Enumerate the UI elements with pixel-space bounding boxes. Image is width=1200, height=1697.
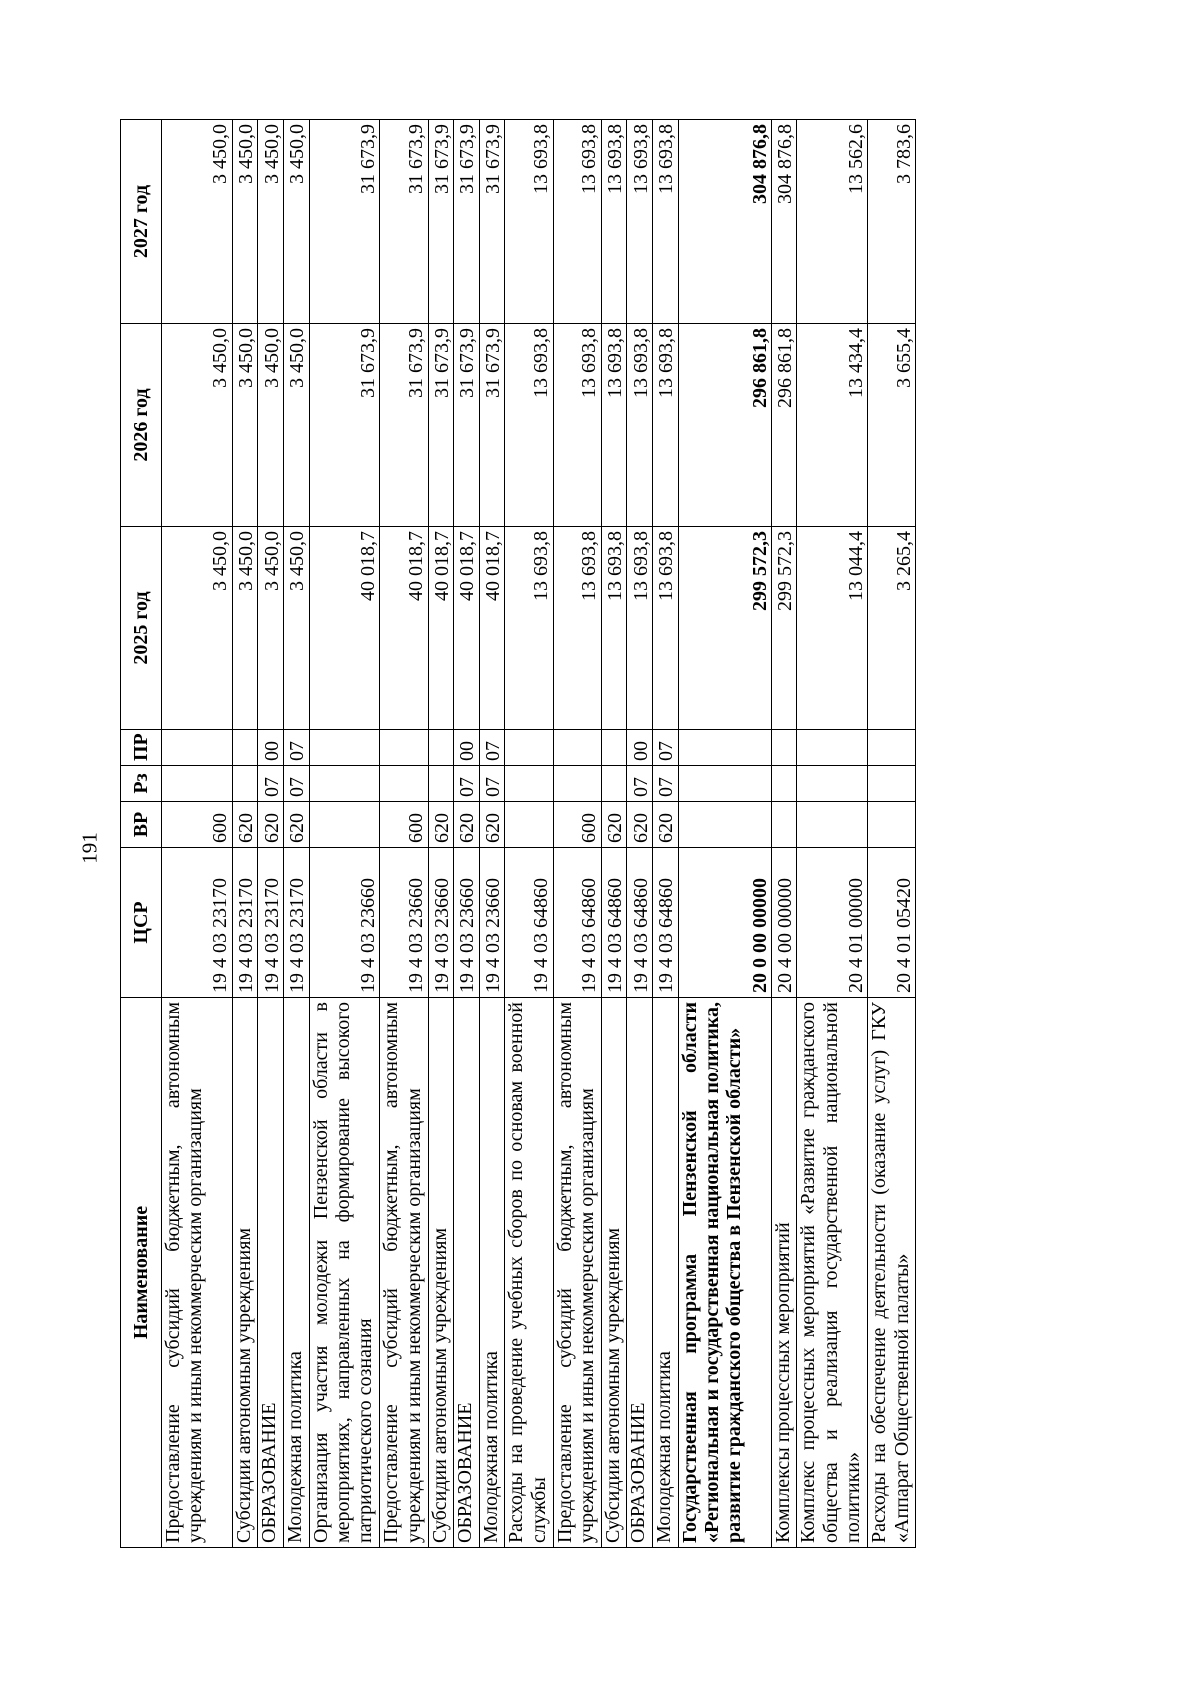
cell-2027: 31 673,9 <box>479 120 505 324</box>
cell-vr: 620 <box>258 802 284 848</box>
col-header-2025: 2025 год <box>121 527 162 730</box>
cell-vr: 620 <box>454 802 480 848</box>
cell-vr <box>309 802 380 848</box>
cell-name: Государственная программа Пензенской области «Региональная и государственная национальная политика, развитие гражданского общества в Пензенской области» <box>678 998 771 1548</box>
cell-2027: 3 450,0 <box>162 120 233 324</box>
cell-pr <box>428 730 454 766</box>
cell-2025: 13 693,8 <box>652 527 678 730</box>
cell-2026: 3 655,4 <box>868 324 916 527</box>
cell-name: Субсидии автономным учреждениям <box>601 998 627 1548</box>
cell-vr: 620 <box>601 802 627 848</box>
table-row <box>380 120 428 1548</box>
table-row <box>258 120 284 1548</box>
cell-pr <box>380 730 428 766</box>
cell-2027: 13 693,8 <box>601 120 627 324</box>
cell-2027: 13 693,8 <box>505 120 553 324</box>
cell-2027: 3 450,0 <box>232 120 258 324</box>
cell-2025: 40 018,7 <box>479 527 505 730</box>
cell-rz <box>601 766 627 802</box>
cell-rz <box>553 766 601 802</box>
cell-name: Расходы на проведение учебных сборов по основам военной службы <box>505 998 553 1548</box>
cell-csr: 19 4 03 23170 <box>162 848 233 998</box>
cell-2026: 31 673,9 <box>454 324 480 527</box>
cell-vr <box>868 802 916 848</box>
cell-pr <box>232 730 258 766</box>
cell-2026: 13 693,8 <box>601 324 627 527</box>
col-header-csr: ЦСР <box>121 848 162 998</box>
cell-rz <box>309 766 380 802</box>
table-header-row <box>121 120 162 1548</box>
cell-2027: 3 783,6 <box>868 120 916 324</box>
cell-pr: 07 <box>283 730 309 766</box>
cell-vr <box>505 802 553 848</box>
cell-rz <box>380 766 428 802</box>
cell-pr: 00 <box>454 730 480 766</box>
cell-csr: 20 4 01 05420 <box>868 848 916 998</box>
cell-csr: 19 4 03 64860 <box>505 848 553 998</box>
cell-csr: 19 4 03 64860 <box>627 848 653 998</box>
cell-2026: 296 861,8 <box>771 324 797 527</box>
cell-2026: 3 450,0 <box>258 324 284 527</box>
cell-rz <box>771 766 797 802</box>
cell-csr: 20 4 00 00000 <box>771 848 797 998</box>
table-row <box>627 120 653 1548</box>
cell-csr: 19 4 03 23170 <box>258 848 284 998</box>
cell-2026: 296 861,8 <box>678 324 771 527</box>
cell-vr: 620 <box>232 802 258 848</box>
col-header-name: Наименование <box>121 998 162 1548</box>
cell-pr <box>601 730 627 766</box>
cell-rz <box>797 766 868 802</box>
table-row <box>553 120 601 1548</box>
cell-pr <box>868 730 916 766</box>
page-number: 191 <box>77 832 102 864</box>
cell-2026: 13 434,4 <box>797 324 868 527</box>
cell-2025: 3 450,0 <box>162 527 233 730</box>
cell-2026: 13 693,8 <box>627 324 653 527</box>
table-row <box>428 120 454 1548</box>
table-row <box>505 120 553 1548</box>
cell-name: Организация участия молодежи Пензенской области в мероприятиях, направленных на формирование высокого патриотического сознания <box>309 998 380 1548</box>
cell-pr <box>162 730 233 766</box>
cell-name: Комплекс процессных мероприятий «Развитие гражданского общества и реализация государственной национальной политики» <box>797 998 868 1548</box>
table-row <box>797 120 868 1548</box>
table-row <box>454 120 480 1548</box>
cell-pr <box>797 730 868 766</box>
cell-2025: 13 693,8 <box>553 527 601 730</box>
cell-2026: 31 673,9 <box>428 324 454 527</box>
cell-2025: 3 450,0 <box>283 527 309 730</box>
budget-table <box>120 119 916 1548</box>
cell-rz <box>428 766 454 802</box>
cell-csr: 19 4 03 64860 <box>553 848 601 998</box>
table-row <box>479 120 505 1548</box>
cell-2027: 31 673,9 <box>428 120 454 324</box>
cell-2026: 13 693,8 <box>652 324 678 527</box>
table-row <box>232 120 258 1548</box>
cell-vr: 620 <box>627 802 653 848</box>
cell-csr: 20 4 01 00000 <box>797 848 868 998</box>
cell-2025: 40 018,7 <box>428 527 454 730</box>
cell-2026: 13 693,8 <box>505 324 553 527</box>
cell-pr <box>553 730 601 766</box>
cell-vr: 620 <box>428 802 454 848</box>
rotated-page-content <box>120 120 1044 1548</box>
cell-2025: 3 450,0 <box>258 527 284 730</box>
cell-pr <box>309 730 380 766</box>
cell-pr: 00 <box>258 730 284 766</box>
cell-csr: 19 4 03 23170 <box>283 848 309 998</box>
cell-2027: 13 693,8 <box>652 120 678 324</box>
cell-rz: 07 <box>479 766 505 802</box>
cell-2026: 3 450,0 <box>283 324 309 527</box>
cell-vr: 620 <box>283 802 309 848</box>
cell-2027: 13 693,8 <box>553 120 601 324</box>
cell-name: ОБРАЗОВАНИЕ <box>258 998 284 1548</box>
cell-rz <box>162 766 233 802</box>
cell-pr <box>505 730 553 766</box>
cell-2025: 40 018,7 <box>309 527 380 730</box>
cell-csr: 19 4 03 23660 <box>479 848 505 998</box>
col-header-pr: ПР <box>121 730 162 766</box>
cell-2027: 304 876,8 <box>678 120 771 324</box>
cell-2027: 31 673,9 <box>454 120 480 324</box>
table-row <box>652 120 678 1548</box>
cell-2026: 31 673,9 <box>479 324 505 527</box>
cell-name: Расходы на обеспечение деятельности (оказание услуг) ГКУ «Аппарат Общественной палаты» <box>868 998 916 1548</box>
cell-name: Предоставление субсидий бюджетным, автономным учреждениям и иным некоммерческим организациям <box>553 998 601 1548</box>
cell-2027: 31 673,9 <box>309 120 380 324</box>
cell-2025: 40 018,7 <box>380 527 428 730</box>
cell-vr: 600 <box>162 802 233 848</box>
cell-name: ОБРАЗОВАНИЕ <box>454 998 480 1548</box>
cell-2025: 40 018,7 <box>454 527 480 730</box>
cell-rz <box>232 766 258 802</box>
cell-name: Субсидии автономным учреждениям <box>232 998 258 1548</box>
cell-csr: 20 0 00 00000 <box>678 848 771 998</box>
cell-2025: 3 265,4 <box>868 527 916 730</box>
cell-pr: 07 <box>652 730 678 766</box>
cell-2026: 13 693,8 <box>553 324 601 527</box>
cell-2025: 299 572,3 <box>678 527 771 730</box>
cell-rz: 07 <box>454 766 480 802</box>
col-header-2027: 2027 год <box>121 120 162 324</box>
cell-2027: 13 693,8 <box>627 120 653 324</box>
cell-2026: 3 450,0 <box>232 324 258 527</box>
cell-pr <box>678 730 771 766</box>
cell-2026: 3 450,0 <box>162 324 233 527</box>
cell-2027: 31 673,9 <box>380 120 428 324</box>
cell-rz <box>505 766 553 802</box>
cell-2027: 13 562,6 <box>797 120 868 324</box>
cell-csr: 19 4 03 23660 <box>428 848 454 998</box>
cell-csr: 19 4 03 23170 <box>232 848 258 998</box>
col-header-vr: ВР <box>121 802 162 848</box>
table-row <box>309 120 380 1548</box>
cell-2025: 299 572,3 <box>771 527 797 730</box>
cell-name: ОБРАЗОВАНИЕ <box>627 998 653 1548</box>
cell-rz: 07 <box>627 766 653 802</box>
cell-vr: 620 <box>652 802 678 848</box>
cell-csr: 19 4 03 64860 <box>652 848 678 998</box>
table-row <box>283 120 309 1548</box>
cell-csr: 19 4 03 23660 <box>380 848 428 998</box>
cell-csr: 19 4 03 23660 <box>454 848 480 998</box>
cell-pr: 07 <box>479 730 505 766</box>
cell-pr <box>771 730 797 766</box>
cell-name: Молодежная политика <box>479 998 505 1548</box>
cell-vr: 600 <box>553 802 601 848</box>
cell-2027: 304 876,8 <box>771 120 797 324</box>
cell-name: Молодежная политика <box>283 998 309 1548</box>
cell-name: Предоставление субсидий бюджетным, автономным учреждениям и иным некоммерческим организациям <box>380 998 428 1548</box>
cell-2025: 13 044,4 <box>797 527 868 730</box>
col-header-2026: 2026 год <box>121 324 162 527</box>
table-row <box>601 120 627 1548</box>
table-row <box>868 120 916 1548</box>
cell-name: Молодежная политика <box>652 998 678 1548</box>
cell-vr: 620 <box>479 802 505 848</box>
cell-2027: 3 450,0 <box>258 120 284 324</box>
cell-csr: 19 4 03 64860 <box>601 848 627 998</box>
col-header-rz: Рз <box>121 766 162 802</box>
cell-2025: 3 450,0 <box>232 527 258 730</box>
cell-2025: 13 693,8 <box>601 527 627 730</box>
cell-2026: 31 673,9 <box>309 324 380 527</box>
cell-name: Предоставление субсидий бюджетным, автономным учреждениям и иным некоммерческим организациям <box>162 998 233 1548</box>
cell-2025: 13 693,8 <box>505 527 553 730</box>
cell-name: Комплексы процессных мероприятий <box>771 998 797 1548</box>
cell-rz: 07 <box>258 766 284 802</box>
cell-2026: 31 673,9 <box>380 324 428 527</box>
cell-rz <box>868 766 916 802</box>
cell-vr <box>797 802 868 848</box>
cell-vr <box>771 802 797 848</box>
cell-vr: 600 <box>380 802 428 848</box>
cell-rz: 07 <box>652 766 678 802</box>
cell-rz <box>678 766 771 802</box>
cell-rz: 07 <box>283 766 309 802</box>
cell-2027: 3 450,0 <box>283 120 309 324</box>
table-row <box>162 120 233 1548</box>
table-row <box>771 120 797 1548</box>
cell-vr <box>678 802 771 848</box>
cell-csr: 19 4 03 23660 <box>309 848 380 998</box>
cell-pr: 00 <box>627 730 653 766</box>
cell-name: Субсидии автономным учреждениям <box>428 998 454 1548</box>
table-row <box>678 120 771 1548</box>
cell-2025: 13 693,8 <box>627 527 653 730</box>
